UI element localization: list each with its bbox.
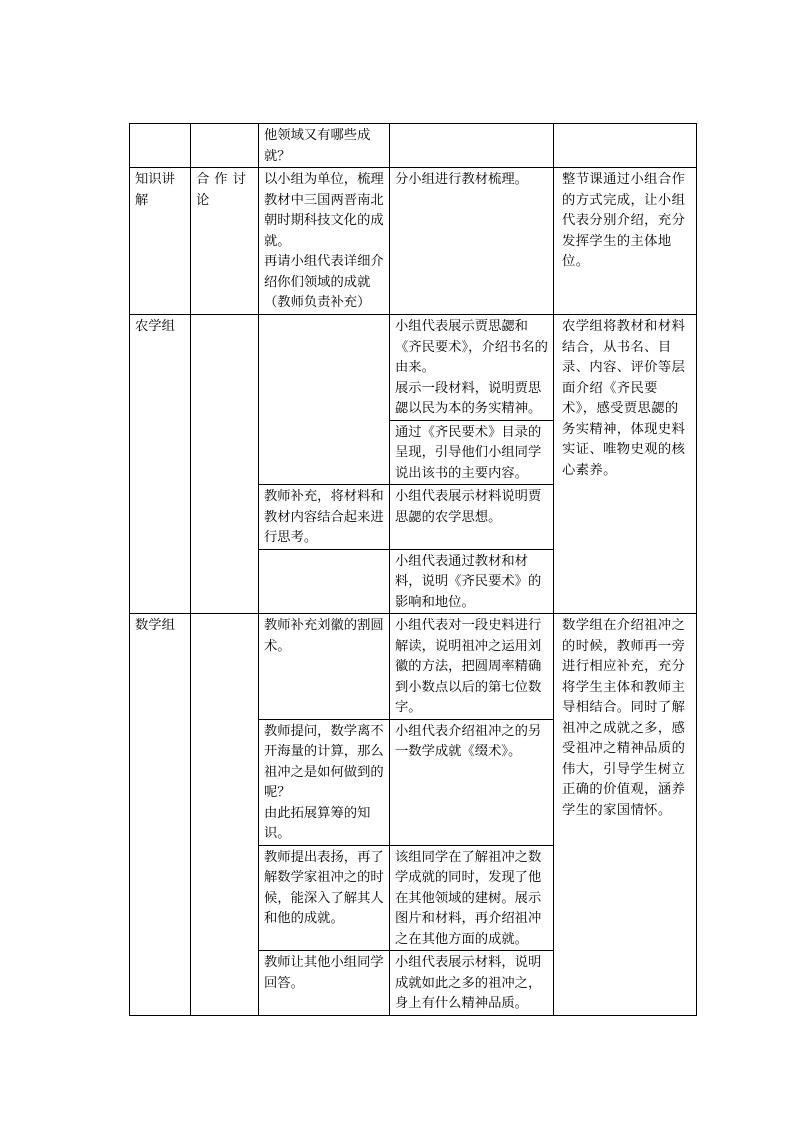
- cell-teacher-math-3: 教师提出表扬，再了解数学家祖冲之的时候，能深入了解其人和他的成就。: [259, 845, 390, 951]
- table-row-continuation: [130, 124, 697, 168]
- cell-student-agri-1: 小组代表展示贾思勰和《齐民要术》，介绍书名的由来。 展示一段材料，说明贾思勰以民为本的务实精神。: [390, 315, 554, 421]
- cell-method-math-empty: [191, 614, 259, 1016]
- table-row-knowledge: [130, 168, 697, 315]
- cell-student-knowledge: 分小组进行教材梳理。: [390, 168, 554, 315]
- cell-stage-empty: [130, 124, 191, 168]
- cell-student-math-1: 小组代表对一段史料进行解读，说明祖冲之运用刘徽的方法，把圆周率精确到小数点以后的第七位数字。: [390, 614, 554, 720]
- cell-teacher-agri-empty: [259, 315, 390, 485]
- cell-teacher-math-4: 教师让其他小组同学回答。: [259, 951, 390, 1016]
- cell-stage-knowledge: 知识讲解: [130, 168, 191, 315]
- cell-method-empty: [191, 124, 259, 168]
- cell-method-cooperation: 合作讨论: [191, 168, 259, 315]
- cell-teacher-agri-4-empty: [259, 549, 390, 614]
- cell-teacher-math-2: 教师提问，数学离不开海量的计算，那么祖冲之是如何做到的呢？ 由此拓展算筹的知识。: [259, 719, 390, 845]
- cell-stage-agri: 农学组: [130, 315, 191, 614]
- cell-design-math: 数学组在介绍祖冲之的时候，教师再一旁进行相应补充，充分将学生主体和教师主导相结合。同时了解祖冲之成就之多，感受祖冲之精神品质的伟大，引导学生树立正确的价值观，涵养学生的家国情怀。: [554, 614, 697, 1016]
- cell-student-math-2: 小组代表介绍祖冲之的另一数学成就《缀术》。: [390, 719, 554, 845]
- cell-student-math-4: 小组代表展示材料，说明成就如此之多的祖冲之，身上有什么精神品质。: [390, 951, 554, 1016]
- cell-teacher-knowledge: 以小组为单位，梳理教材中三国两晋南北朝时期科技文化的成就。 再请小组代表详细介绍你们领域的成就（教师负责补充）: [259, 168, 390, 315]
- cell-design-empty: [554, 124, 697, 168]
- cell-student-empty: [390, 124, 554, 168]
- cell-design-agri: 农学组将教材和材料结合，从书名、目录、内容、评价等层面介绍《齐民要术》，感受贾思勰的务实精神，体现史料实证、唯物史观的核心素养。: [554, 315, 697, 614]
- table-row-agri-1: [130, 315, 697, 421]
- cell-method-agri-empty: [191, 315, 259, 614]
- cell-student-agri-2: 通过《齐民要术》目录的呈现，引导他们小组同学说出该书的主要内容。: [390, 420, 554, 485]
- cell-student-agri-4: 小组代表通过教材和材料，说明《齐民要术》的影响和地位。: [390, 549, 554, 614]
- cell-design-knowledge: 整节课通过小组合作的方式完成，让小组代表分别介绍，充分发挥学生的主体地位。: [554, 168, 697, 315]
- cell-student-agri-3: 小组代表展示材料说明贾思勰的农学思想。: [390, 485, 554, 550]
- cell-teacher-continued: 他领域又有哪些成就？: [259, 124, 390, 168]
- cell-stage-math: 数学组: [130, 614, 191, 1016]
- cell-teacher-math-1: 教师补充刘徽的割圆术。: [259, 614, 390, 720]
- table-row-math-1: [130, 614, 697, 720]
- cell-teacher-agri-3: 教师补充，将材料和教材内容结合起来进行思考。: [259, 485, 390, 550]
- lesson-plan-table: [129, 123, 697, 1016]
- cell-student-math-3: 该组同学在了解祖冲之数学成就的同时，发现了他在其他领域的建树。展示图片和材料，再介绍祖冲之在其他方面的成就。: [390, 845, 554, 951]
